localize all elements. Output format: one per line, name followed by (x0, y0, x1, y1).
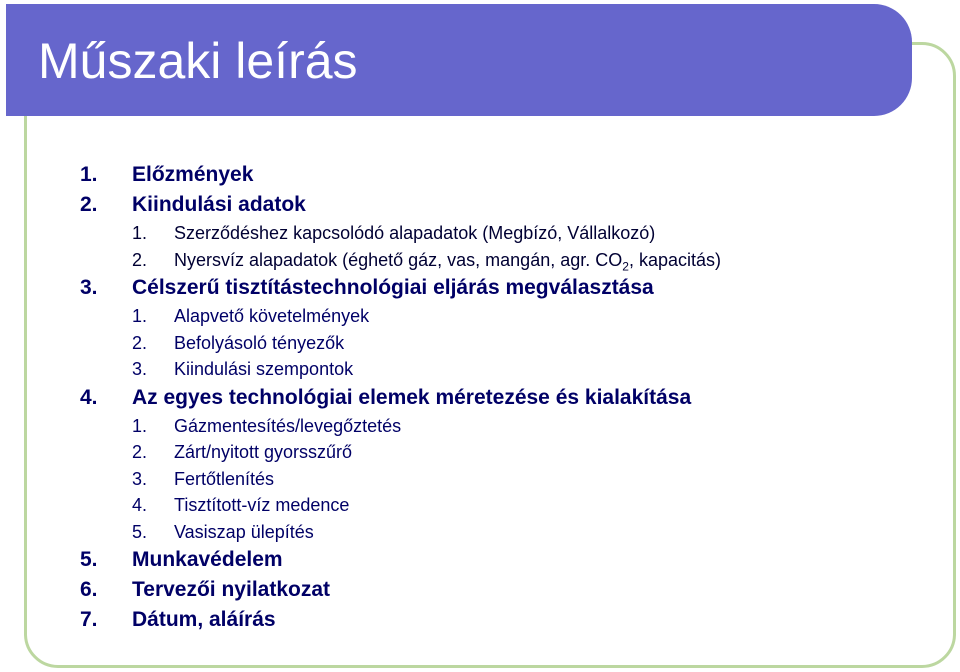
subscript: 2 (622, 259, 629, 274)
sub-item-number: 2. (132, 332, 148, 353)
sub-item-number: 3. (132, 359, 148, 379)
sub-list-item (80, 492, 920, 519)
outline-list (80, 160, 920, 635)
list-item (80, 190, 920, 220)
list-item (80, 160, 920, 190)
sub-list-item (80, 356, 920, 383)
item-label: Az egyes technológiai elemek méretezése és kialakítása (132, 385, 692, 409)
sub-item-label: Vasiszap ülepítés (174, 521, 314, 542)
sub-item-label: Alapvető követelmények (174, 306, 370, 326)
item-label: Munkavédelem (132, 548, 283, 571)
sub-item-label-tail: , kapacitás) (628, 249, 721, 270)
item-label: Dátum, aláírás (132, 608, 276, 631)
list-item (80, 383, 920, 413)
sub-item-number: 1. (132, 306, 148, 326)
sub-list-item (80, 303, 920, 330)
item-label: Kiindulási adatok (132, 193, 306, 216)
sub-item-number: 2. (132, 249, 148, 270)
sub-item-number: 1. (132, 415, 148, 436)
sub-item-label: Fertőtlenítés (174, 468, 275, 489)
sub-item-label: Tisztított-víz medence (174, 495, 350, 515)
sub-item-number: 2. (132, 442, 148, 462)
sub-list-item (80, 247, 920, 274)
list-item (80, 575, 920, 605)
item-label: Tervezői nyilatkozat (132, 578, 331, 601)
item-number: 3. (80, 276, 98, 299)
sub-list-item (80, 519, 920, 546)
sub-item-number: 4. (132, 495, 148, 515)
sub-list-item (80, 220, 920, 247)
item-number: 6. (80, 578, 98, 601)
sub-item-label: Zárt/nyitott gyorsszűrő (174, 442, 353, 462)
sub-item-label: Gázmentesítés/levegőztetés (174, 415, 402, 436)
sub-item-number: 1. (132, 223, 148, 243)
list-item (80, 545, 920, 575)
sub-list-item (80, 330, 920, 357)
sub-item-label-main: Nyersvíz alapadatok (éghető gáz, vas, mangán, agr. CO (174, 249, 623, 270)
sub-list-item (80, 466, 920, 493)
sub-item-number: 5. (132, 521, 148, 542)
sub-list-item (80, 439, 920, 466)
sub-item-number: 3. (132, 468, 148, 489)
item-number: 5. (80, 548, 98, 571)
list-item (80, 273, 920, 303)
list-item (80, 605, 920, 635)
item-number: 4. (80, 385, 98, 409)
item-number: 1. (80, 163, 98, 186)
sub-item-label: Befolyásoló tényezők (174, 332, 345, 353)
item-label: Célszerű tisztítástechnológiai eljárás megválasztása (132, 276, 654, 299)
sub-item-label (174, 247, 721, 273)
sub-list-item (80, 413, 920, 440)
sub-item-label: Kiindulási szempontok (174, 359, 354, 379)
item-label: Előzmények (132, 163, 254, 186)
item-number: 7. (80, 608, 98, 631)
item-number: 2. (80, 193, 98, 216)
sub-item-label: Szerződéshez kapcsolódó alapadatok (Megbízó, Vállalkozó) (174, 223, 656, 243)
slide-title: Műszaki leírás (38, 33, 358, 89)
